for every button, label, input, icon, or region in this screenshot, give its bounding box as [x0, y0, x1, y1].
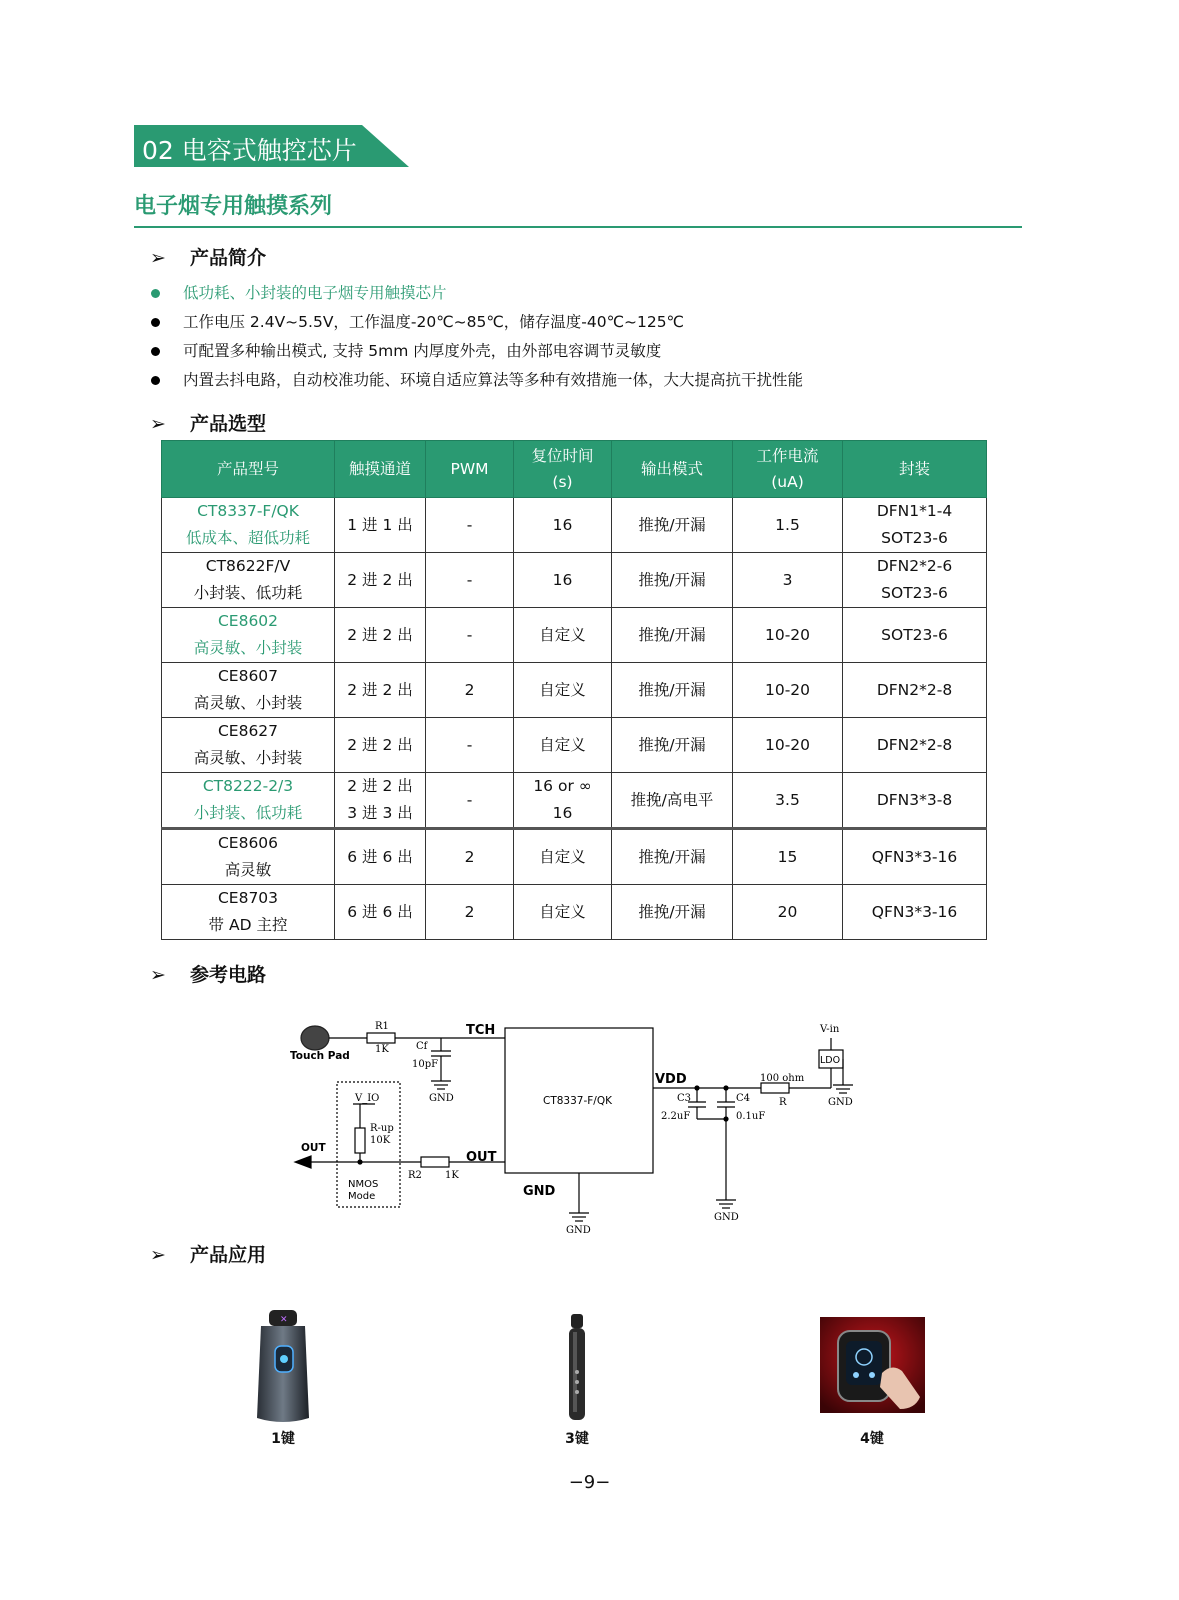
cell-pwm: 2	[426, 663, 514, 718]
cell-pwm: -	[426, 773, 514, 829]
cf-label: Cf	[416, 1041, 428, 1052]
out-pin-label: OUT	[466, 1150, 497, 1165]
nmos-label: NMOS	[348, 1179, 379, 1190]
cell-reset: 自定义	[514, 718, 612, 773]
out-label: OUT	[301, 1142, 326, 1154]
r2-value: 1K	[445, 1170, 459, 1181]
cell-reset: 自定义	[514, 829, 612, 885]
resistor-r	[761, 1083, 789, 1093]
cell-model: CT8222-2/3 小封装、低功耗	[162, 773, 335, 829]
header-current	[733, 441, 843, 498]
cell-package: DFN2*2-8	[843, 718, 987, 773]
table-row	[162, 718, 987, 773]
cell-package: SOT23-6	[843, 608, 987, 663]
section-title: 参考电路	[190, 964, 267, 986]
cell-current: 20	[733, 885, 843, 940]
c3-value: 2.2uF	[661, 1111, 691, 1122]
cell-output: 推挽/开漏	[612, 553, 733, 608]
cell-model: CE8606 高灵敏	[162, 829, 335, 885]
cell-current: 10-20	[733, 608, 843, 663]
cell-current: 10-20	[733, 663, 843, 718]
vio-label: V_IO	[355, 1093, 380, 1104]
cell-pwm: -	[426, 718, 514, 773]
cell-output: 推挽/开漏	[612, 718, 733, 773]
cell-model: CT8622F/V 小封装、低功耗	[162, 553, 335, 608]
c4-label: C4	[736, 1093, 751, 1104]
cell-channels: 2 进 2 出	[335, 718, 426, 773]
r2-label: R2	[408, 1170, 422, 1181]
table-row	[162, 829, 987, 885]
cell-reset: 自定义	[514, 608, 612, 663]
list-item	[150, 312, 1050, 341]
gnd-label: GND	[714, 1212, 739, 1223]
bullet-text: 可配置多种输出模式, 支持 5mm 内厚度外壳，由外部电容调节灵敏度	[183, 342, 662, 360]
bullet-icon	[151, 318, 160, 327]
section-title: 产品简介	[190, 247, 267, 269]
cell-current: 10-20	[733, 718, 843, 773]
nmos-mode-label: Mode	[348, 1191, 376, 1202]
cell-reset: 16	[514, 498, 612, 553]
vin-label: V-in	[820, 1024, 840, 1035]
list-item	[150, 341, 1050, 370]
cell-pwm: 2	[426, 829, 514, 885]
bullet-text: 工作电压 2.4V~5.5V，工作温度-20℃~85℃，储存温度-40℃~125℃	[183, 313, 684, 331]
table-row	[162, 498, 987, 553]
cell-channels: 1 进 1 出	[335, 498, 426, 553]
application-label: 3键	[565, 1431, 589, 1447]
c3-label: C3	[677, 1093, 692, 1104]
rup-value: 10K	[370, 1135, 391, 1146]
cell-channels: 6 进 6 出	[335, 885, 426, 940]
table-header-row	[162, 441, 987, 498]
arrow-icon: ➢	[150, 964, 166, 986]
list-item	[150, 283, 1050, 312]
application-label: 1键	[271, 1431, 295, 1447]
cell-package: QFN3*3-16	[843, 829, 987, 885]
junction-dot	[724, 1117, 728, 1121]
cell-package: QFN3*3-16	[843, 885, 987, 940]
application-gallery	[0, 1300, 1179, 1460]
header-channels: 触摸通道	[335, 441, 426, 498]
cell-package: DFN2*2-8	[843, 663, 987, 718]
cell-output: 推挽/开漏	[612, 608, 733, 663]
header-model: 产品型号	[162, 441, 335, 498]
section-title: 产品应用	[190, 1244, 267, 1266]
r-value: 100 ohm	[760, 1073, 805, 1084]
cell-reset: 16	[514, 553, 612, 608]
cell-reset: 自定义	[514, 885, 612, 940]
arrow-icon: ➢	[150, 1244, 166, 1266]
cell-channels: 2 进 2 出	[335, 608, 426, 663]
header-current-line1: 工作电流	[756, 447, 819, 465]
vape-pen-3-key-icon	[564, 1312, 590, 1422]
table-row	[162, 663, 987, 718]
table-row	[162, 773, 987, 829]
cell-package: DFN1*1-4 SOT23-6	[843, 498, 987, 553]
series-title-rule	[134, 226, 1022, 228]
cell-channels: 2 进 2 出	[335, 663, 426, 718]
list-item	[150, 370, 1050, 399]
table-row	[162, 608, 987, 663]
gnd-label: GND	[566, 1225, 591, 1236]
bullet-text: 低功耗、小封装的电子烟专用触摸芯片	[183, 284, 447, 302]
cell-output: 推挽/开漏	[612, 829, 733, 885]
cell-output: 推挽/开漏	[612, 885, 733, 940]
cell-package: DFN3*3-8	[843, 773, 987, 829]
touch-pad-label: Touch Pad	[290, 1050, 350, 1062]
section-title: 产品选型	[190, 413, 267, 435]
cell-output: 推挽/开漏	[612, 498, 733, 553]
bullet-text: 内置去抖电路，自动校准功能、环境自适应算法等多种有效措施一体，大大提高抗干扰性能	[183, 371, 804, 389]
table-row	[162, 553, 987, 608]
cell-channels: 2 进 2 出 3 进 3 出	[335, 773, 426, 829]
table-row	[162, 885, 987, 940]
gnd-label: GND	[429, 1093, 454, 1104]
cell-model: CT8337-F/QK 低成本、超低功耗	[162, 498, 335, 553]
cell-pwm: -	[426, 498, 514, 553]
bullet-icon	[151, 347, 160, 356]
series-title: 电子烟专用触摸系列	[134, 194, 333, 219]
header-reset	[514, 441, 612, 498]
ldo-label: LDO	[820, 1055, 841, 1066]
section-heading-circuit	[150, 960, 266, 987]
chapter-label: 02 电容式触控芯片	[142, 136, 357, 165]
resistor-rup	[355, 1128, 365, 1153]
tch-pin-label: TCH	[466, 1023, 496, 1038]
header-output: 输出模式	[612, 441, 733, 498]
header-current-line2: (uA)	[771, 473, 804, 491]
c4-value: 0.1uF	[736, 1111, 766, 1122]
bullet-icon	[151, 289, 160, 298]
cell-reset: 自定义	[514, 663, 612, 718]
cell-output: 推挽/开漏	[612, 663, 733, 718]
svg-text:✕: ✕	[280, 1315, 288, 1325]
intro-bullet-list	[150, 283, 1050, 399]
cell-package: DFN2*2-6 SOT23-6	[843, 553, 987, 608]
r1-label: R1	[375, 1021, 389, 1032]
page-number: −9−	[568, 1472, 611, 1493]
resistor-r2	[421, 1157, 449, 1167]
arrow-icon: ➢	[150, 413, 166, 435]
cell-current: 3.5	[733, 773, 843, 829]
cell-model: CE8607 高灵敏、小封装	[162, 663, 335, 718]
cell-pwm: -	[426, 553, 514, 608]
resistor-r1	[367, 1033, 395, 1043]
chapter-tag	[134, 125, 409, 167]
cell-output: 推挽/高电平	[612, 773, 733, 829]
header-reset-line2: (s)	[552, 473, 573, 491]
rup-label: R-up	[370, 1123, 394, 1134]
section-heading-intro	[150, 243, 266, 270]
cell-pwm: 2	[426, 885, 514, 940]
gnd-label: GND	[828, 1097, 853, 1108]
cell-channels: 6 进 6 出	[335, 829, 426, 885]
section-heading-selection	[150, 409, 266, 436]
cell-current: 15	[733, 829, 843, 885]
vdd-pin-label: VDD	[655, 1072, 687, 1087]
header-pwm: PWM	[426, 441, 514, 498]
vape-touchscreen-4-key-icon	[820, 1317, 925, 1413]
vape-device-1-key-icon	[255, 1308, 311, 1423]
chip-label: CT8337-F/QK	[543, 1095, 612, 1107]
reference-circuit-diagram	[285, 1015, 865, 1240]
cell-model: CE8602 高灵敏、小封装	[162, 608, 335, 663]
section-heading-application	[150, 1240, 266, 1267]
cell-model: CE8703 带 AD 主控	[162, 885, 335, 940]
header-package: 封装	[843, 441, 987, 498]
arrow-icon: ➢	[150, 247, 166, 269]
gnd-pin-label: GND	[523, 1184, 556, 1199]
r-label: R	[779, 1097, 787, 1108]
cell-current: 1.5	[733, 498, 843, 553]
output-arrow-icon	[295, 1156, 311, 1168]
header-reset-line1: 复位时间	[531, 447, 594, 465]
r1-value: 1K	[375, 1044, 389, 1055]
application-label: 4键	[860, 1431, 884, 1447]
product-selection-table	[161, 440, 987, 940]
cf-value: 10pF	[412, 1059, 439, 1070]
cell-channels: 2 进 2 出	[335, 553, 426, 608]
touch-pad-icon	[301, 1026, 329, 1050]
bullet-icon	[151, 376, 160, 385]
cell-model: CE8627 高灵敏、小封装	[162, 718, 335, 773]
cell-reset: 16 or ∞ 16	[514, 773, 612, 829]
cell-current: 3	[733, 553, 843, 608]
cell-pwm: -	[426, 608, 514, 663]
